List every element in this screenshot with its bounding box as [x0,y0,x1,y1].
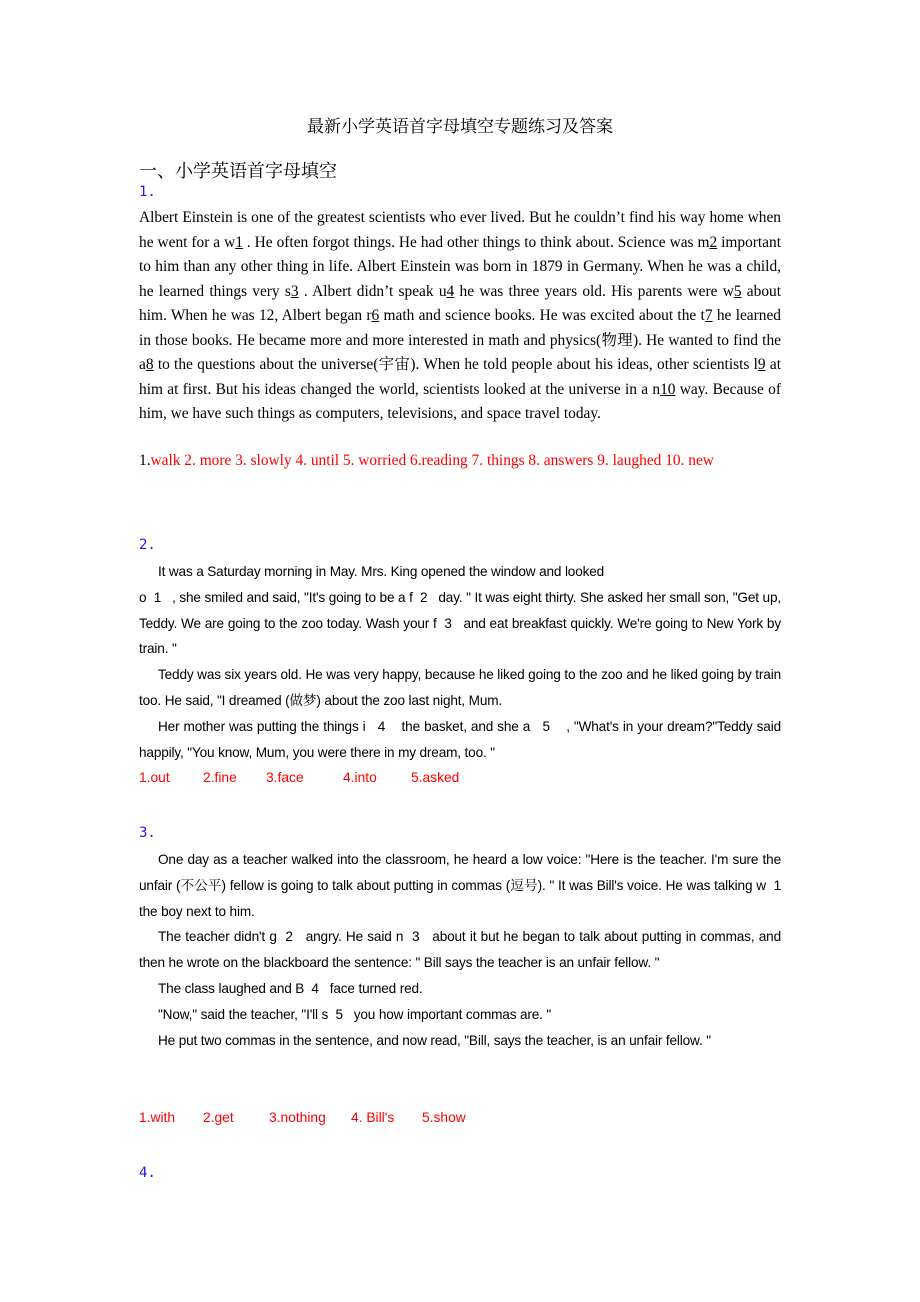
answer: 2.fine [203,770,237,785]
question-2-answers [139,770,459,785]
question-1-answers: 1.walk 2. more 3. slowly 4. until 5. worried 6.reading 7. things 8. answers 9. laughed 10. new [139,452,714,469]
question-2-passage [139,559,785,765]
paragraph: He put two commas in the sentence, and now read, "Bill, says the teacher, is an unfair fellow. " [158,1032,711,1048]
paragraph: Teddy was six years old. He was very happy, because he liked going to the zoo and he liked going by train too. He said, "I dreamed (做梦) about the zoo last night, Mum. [139,667,781,708]
answer: 3.nothing [269,1110,326,1125]
question-3-passage [139,847,792,1053]
answer: 4. Bill's [351,1110,395,1125]
answer: 5.asked [411,770,460,785]
blank-4: 4 [446,282,455,300]
blank-2: 2 [709,233,718,251]
question-3-answers [139,1110,466,1125]
blank-1: 1 [235,233,243,251]
answer: 3.face [266,770,304,785]
paragraph: o 1 , she smiled and said, "It's going to be a f 2 day. " It was eight thirty. She asked her small son, "Get up, Teddy. We are going to the zoo today. Wash your f 3 and eat breakfast quickly. We're going to New York by train. " [139,589,785,657]
answer: 1.out [139,770,170,785]
blank-3: 3 [290,282,299,300]
question-1-passage: Albert Einstein is one of the greatest scientists who ever lived. But he couldn’t find his way home when he went for a w1 . He often forgot things. He had other things to think about. Science was m2 important to him than any other thing in life. Albert Einstein was born in 1879 in Germany. When he was a child, he learned things very s3 . Albert didn’t speak u4 he was three years old. His parents were w5 about him. When he was 12, Albert began r6 math and science books. He was excited about the t7 he learned in those books. He became more and more interested in math and physics(物理). He wanted to find the a8 to the questions about the universe(宇宙). When he told people about his ideas, other scientists l9 at him at first. But his ideas changed the world, scientists looked at the universe in a n10 way. Because of him, we have such things as computers, televisions, and space travel today. [139,209,781,422]
paragraph: Her mother was putting the things i 4 the basket, and she a 5 , "What's in your dream?"Teddy said happily, "You know, Mum, you were there in my dream, too. " [139,718,785,760]
paragraph: It was a Saturday morning in May. Mrs. King opened the window and looked [158,564,605,579]
blank-6: 6 [371,307,380,324]
paragraph: The class laughed and B 4 face turned red. [158,980,423,996]
blank-5: 5 [733,282,742,300]
paragraph: "Now," said the teacher, "I'll s 5 you how important commas are. " [158,1006,552,1022]
paragraph: The teacher didn't g 2 angry. He said n 3 about it but he began to talk about putting in commas, and then he wrote on the blackboard the sentence: " Bill says the teacher is an unfair fellow. " [139,929,785,971]
question-1-number: 1. [139,184,156,200]
question-3-number: 3. [139,825,156,841]
blank-8: 8 [145,356,154,373]
answer: 4.into [343,770,377,785]
blank-7: 7 [704,307,713,324]
answer: 5.show [422,1110,466,1125]
answer: 1.with [139,1110,176,1125]
paragraph: One day as a teacher walked into the classroom, he heard a low voice: "Here is the teacher. I'm sure the unfair (不公平) fellow is going to talk about putting in commas (逗号). " It was Bill's voice. He was talking w 1 the boy next to him. [139,852,792,919]
blank-9: 9 [757,356,766,373]
answer: 2.get [203,1110,234,1125]
section-heading: 一、小学英语首字母填空 [139,161,337,182]
question-4-number: 4. [139,1165,156,1181]
blank-10: 10 [660,380,676,398]
document-title: 最新小学英语首字母填空专题练习及答案 [307,117,613,137]
question-2-number: 2. [139,537,156,553]
